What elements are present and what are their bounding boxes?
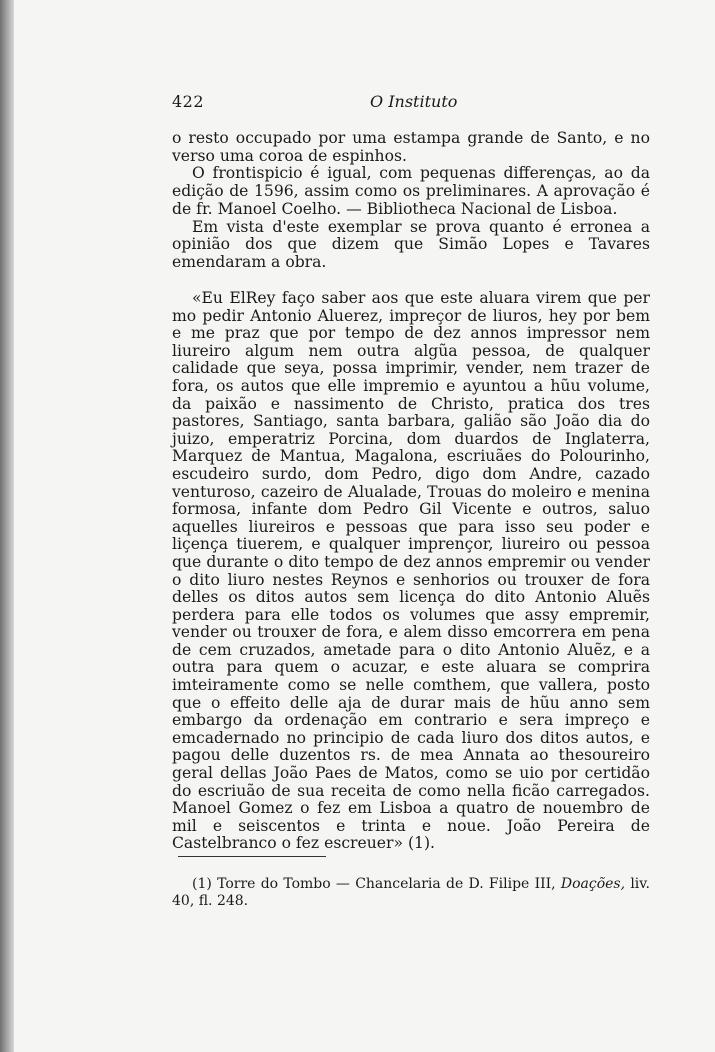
page-number: 422 — [172, 92, 205, 111]
footnote — [172, 876, 650, 910]
footnote-text — [172, 876, 650, 910]
footnote-italic: Doações, — [560, 876, 626, 892]
binding-gutter — [0, 0, 14, 1052]
body-paragraph: Em vista d'este exemplar se prova quanto é erronea a opinião dos que dizem que Simão Lopes e Tavares emendaram a obra. — [172, 217, 650, 271]
running-head — [172, 92, 650, 114]
body-text — [172, 130, 650, 272]
footnote-rule — [178, 856, 326, 857]
quote-paragraph: «Eu ElRey faço saber aos que este aluara virem que per mo pedir Antonio Aluerez, impreçor de liuros, hey por bem e me praz que por tempo de dez annos impressor nem liureiro algum nem outra algũa pessoa, de qualquer calidade que seya, possa imprimir, vender, nem trazer de fora, os autos que elle impremio e ayuntou a hũu volume, da paixão e nassimento de Christo, pratica dos tres pastores, Santiago, santa barbara, galião são João dia do juizo, emperatriz Porcina, dom duardos de Inglaterra, Marquez de Mantua, Magalona, escriuães do Polourinho, escudeiro surdo, dom Pedro, digo dom Andre, cazado venturoso, cazeiro de Alualade, Trouas do moleiro e menina formosa, infante dom Pedro Gil Vicente e outros, saluo aquelles liureiros e pessoas que para isso seu poder e liçença tiuerem, e qualquer imprençor, liureiro ou pessoa que durante o dito tempo de dez annos empremir ou vender o dito liuro nestes Reynos e senhorios ou trouxer de fora delles os ditos autos sem licença do dito Antonio Aluẽs perdera para elle todos os volumes que assy empremir, vender ou trouxer de fora, e alem disso emcorrera em pena de cem cruzados, ametade para o dito Antonio Aluẽz, e a outra para quem o acuzar, e este aluara se comprira imteiramente como se nelle comthem, que vallera, posto que o effeito delle aja de durar mais de hũu anno sem embargo da ordenação em contrario e sera impreço e emcadernado no principio de cada liuro dos ditos autos, e pagou delle duzentos rs. de mea Annata ao thesoureiro geral dellas João Paes de Matos, como se uio por certidão do escriuão de sua receita de como nella ficão carregados. Manoel Gomez o fez em Lisboa a quatro de nouembro de mil e seiscentos e trinta e noue. João Pereira de Castelbranco o fez escreuer» (1). — [172, 289, 650, 853]
quoted-decree — [172, 290, 650, 853]
footnote-suffix: liv. 40, fl. 248. — [172, 876, 650, 909]
body-paragraph: O frontispicio é igual, com pequenas differenças, ao da edição de 1596, assim como os preliminares. A aprovação é de fr. Manoel Coelho. — Bibliotheca Nacional de Lisboa. — [172, 164, 650, 218]
footnote-prefix: (1) Torre do Tombo — Chancelaria de D. Filipe III, — [192, 876, 561, 892]
running-title: O Instituto — [370, 92, 458, 111]
body-paragraph: o resto occupado por uma estampa grande de Santo, e no verso uma coroa de espinhos. — [172, 129, 650, 165]
